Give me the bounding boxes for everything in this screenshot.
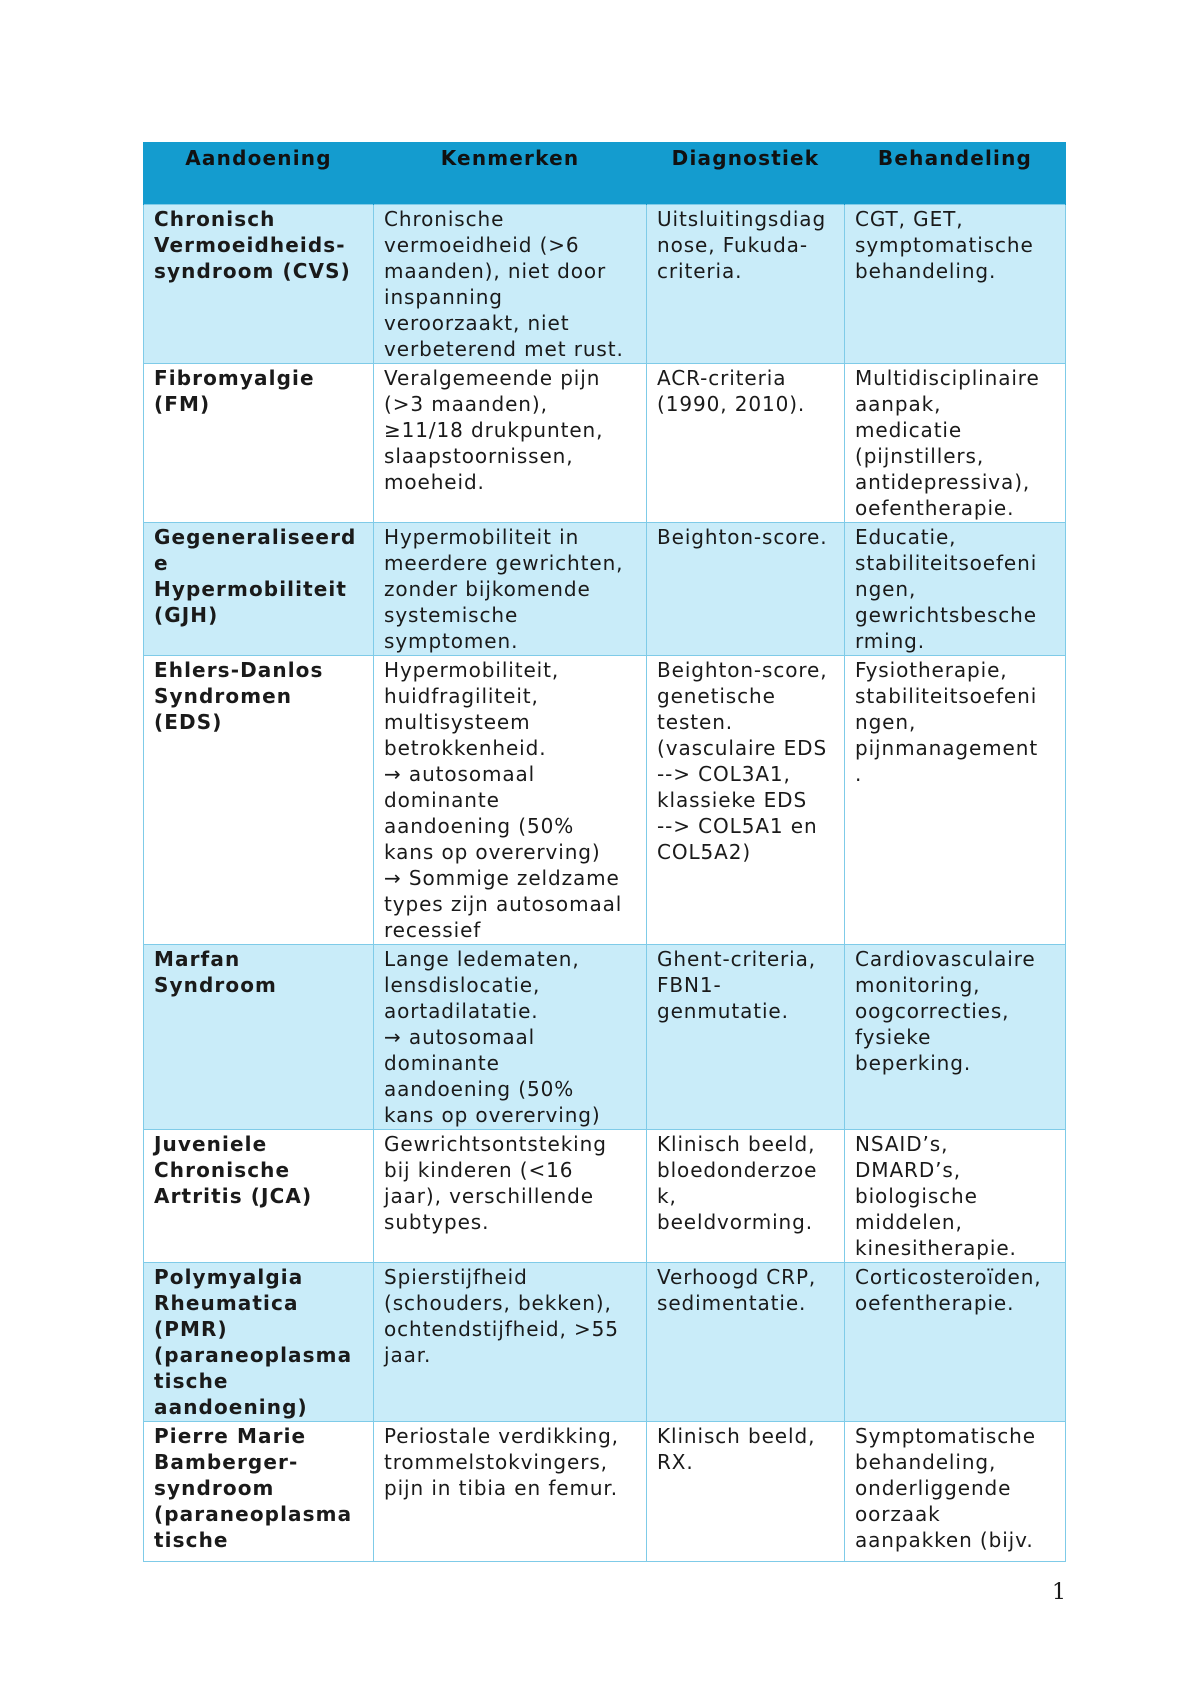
cell-text-line: Cardiovasculaire [855, 947, 1036, 971]
cell-text-line: meerdere gewrichten, [384, 551, 624, 575]
cell-text-line: Ghent-criteria, [657, 947, 817, 971]
cell-text-line: Pierre Marie [154, 1424, 307, 1448]
condition-cell [144, 364, 374, 523]
cell-text-line: Verhoogd CRP, [657, 1265, 817, 1289]
cell-text-line: behandeling. [855, 259, 997, 283]
cell-text-line: Vermoeidheids- [154, 233, 346, 257]
cell-text-line: Artritis (JCA) [154, 1184, 313, 1208]
cell-text-line: ≥11/18 drukpunten, [384, 418, 604, 442]
cell-text-line: symptomatische [855, 233, 1034, 257]
condition-cell [144, 656, 374, 945]
cell-text-line: nose, Fukuda- [657, 233, 808, 257]
condition-cell [144, 1263, 374, 1422]
cell-text-line: ACR-criteria [657, 366, 787, 390]
cell-text-line: Spierstijfheid [384, 1265, 528, 1289]
cell-text-line: → Sommige zeldzame [384, 866, 620, 890]
diagnostics-cell [647, 656, 845, 945]
diagnostics-cell [647, 1263, 845, 1422]
cell-text-line: pijnmanagement [855, 736, 1039, 760]
cell-text-line: Veralgemeende pijn [384, 366, 601, 390]
cell-text-line: aanpak, [855, 392, 942, 416]
cell-text-line: trommelstokvingers, [384, 1450, 608, 1474]
diagnostics-cell [647, 205, 845, 364]
cell-text-line: vermoeidheid (>6 [384, 233, 580, 257]
cell-text-line: Syndroom [154, 973, 277, 997]
cell-text-line: systemische [384, 603, 519, 627]
cell-text-line: sedimentatie. [657, 1291, 807, 1315]
diagnostics-cell [647, 364, 845, 523]
cell-text-line: ngen, [855, 577, 917, 601]
cell-text-line: stabiliteitsoefeni [855, 551, 1038, 575]
cell-text-line: genetische [657, 684, 776, 708]
cell-text-line: types zijn autosomaal [384, 892, 623, 916]
cell-text-line: syndroom [154, 1476, 275, 1500]
cell-text-line: Klinisch beeld, [657, 1132, 816, 1156]
cell-text-line: Syndromen [154, 684, 293, 708]
diagnostics-cell [647, 523, 845, 656]
cell-text-line: rming. [855, 629, 926, 653]
cell-text-line: verbeterend met rust. [384, 337, 624, 361]
cell-text-line: Fibromyalgie [154, 366, 315, 390]
cell-text-line: (1990, 2010). [657, 392, 806, 416]
cell-text-line: → autosomaal [384, 762, 536, 786]
cell-text-line: Chronisch [154, 207, 276, 231]
cell-text-line: Gegeneraliseerd [154, 525, 357, 549]
cell-text-line: Multidisciplinaire [855, 366, 1040, 390]
cell-text-line: Chronische [384, 207, 505, 231]
condition-cell [144, 945, 374, 1130]
cell-text-line: DMARD’s, [855, 1158, 961, 1182]
table-row [144, 364, 1066, 523]
cell-text-line: e [154, 551, 169, 575]
features-cell [374, 205, 647, 364]
cell-text-line: Lange ledematen, [384, 947, 580, 971]
cell-text-line: (EDS) [154, 710, 223, 734]
cell-text-line: recessief [384, 918, 482, 942]
header-behandeling: Behandeling [845, 143, 1066, 205]
cell-text-line: k, [657, 1184, 677, 1208]
treatment-cell [845, 1422, 1066, 1562]
cell-text-line: oefentherapie. [855, 1291, 1015, 1315]
cell-text-line: lensdislocatie, [384, 973, 541, 997]
cell-text-line: fysieke [855, 1025, 932, 1049]
cell-text-line: biologische [855, 1184, 978, 1208]
cell-text-line: jaar. [384, 1343, 432, 1367]
cell-text-line: Beighton-score, [657, 658, 828, 682]
cell-text-line: tische [154, 1369, 229, 1393]
cell-text-line: veroorzaakt, niet [384, 311, 570, 335]
cell-text-line: Rheumatica [154, 1291, 299, 1315]
cell-text-line: stabiliteitsoefeni [855, 684, 1038, 708]
cell-text-line: beperking. [855, 1051, 972, 1075]
cell-text-line: kans op overerving) [384, 1103, 601, 1127]
cell-text-line: aortadilatatie. [384, 999, 539, 1023]
cell-text-line: middelen, [855, 1210, 963, 1234]
cell-text-line: (FM) [154, 392, 211, 416]
table-row [144, 523, 1066, 656]
cell-text-line: tische [154, 1528, 229, 1552]
cell-text-line: criteria. [657, 259, 743, 283]
cell-text-line: aanpakken (bijv. [855, 1528, 1034, 1552]
cell-text-line: --> COL5A1 en [657, 814, 818, 838]
cell-text-line: → autosomaal [384, 1025, 536, 1049]
cell-text-line: bloedonderzoe [657, 1158, 818, 1182]
cell-text-line: klassieke EDS [657, 788, 808, 812]
table-row [144, 656, 1066, 945]
cell-text-line: RX. [657, 1450, 694, 1474]
cell-text-line: slaapstoornissen, [384, 444, 574, 468]
condition-cell [144, 1130, 374, 1263]
cell-text-line: (paraneoplasma [154, 1502, 353, 1526]
table-row [144, 1422, 1066, 1562]
cell-text-line: moeheid. [384, 470, 485, 494]
treatment-cell [845, 364, 1066, 523]
cell-text-line: (GJH) [154, 603, 219, 627]
cell-text-line: testen. [657, 710, 734, 734]
cell-text-line: medicatie [855, 418, 963, 442]
header-diagnostiek: Diagnostiek [647, 143, 845, 205]
cell-text-line: Gewrichtsontsteking [384, 1132, 607, 1156]
cell-text-line: maanden), niet door [384, 259, 607, 283]
cell-text-line: kinesitherapie. [855, 1236, 1017, 1260]
treatment-cell [845, 523, 1066, 656]
table-body [144, 205, 1066, 1562]
features-cell [374, 656, 647, 945]
cell-text-line: betrokkenheid. [384, 736, 547, 760]
cell-text-line: Bamberger- [154, 1450, 299, 1474]
cell-text-line: onderliggende [855, 1476, 1012, 1500]
cell-text-line: Hypermobiliteit, [384, 658, 560, 682]
cell-text-line: genmutatie. [657, 999, 789, 1023]
cell-text-line: Hypermobiliteit in [384, 525, 580, 549]
cell-text-line: oefentherapie. [855, 496, 1015, 520]
condition-cell [144, 205, 374, 364]
cell-text-line: oorzaak [855, 1502, 941, 1526]
features-cell [374, 1130, 647, 1263]
cell-text-line: gewrichtsbesche [855, 603, 1037, 627]
cell-text-line: dominante [384, 788, 500, 812]
cell-text-line: ochtendstijfheid, >55 [384, 1317, 619, 1341]
cell-text-line: symptomen. [384, 629, 519, 653]
treatment-cell [845, 945, 1066, 1130]
cell-text-line: (>3 maanden), [384, 392, 548, 416]
cell-text-line: aandoening (50% [384, 1077, 575, 1101]
condition-cell [144, 523, 374, 656]
table-row [144, 205, 1066, 364]
cell-text-line: Educatie, [855, 525, 957, 549]
table-row [144, 1130, 1066, 1263]
condition-cell [144, 1422, 374, 1562]
cell-text-line: dominante [384, 1051, 500, 1075]
cell-text-line: CGT, GET, [855, 207, 964, 231]
cell-text-line: huidfragiliteit, [384, 684, 539, 708]
table-row [144, 945, 1066, 1130]
features-cell [374, 1263, 647, 1422]
cell-text-line: Marfan [154, 947, 241, 971]
cell-text-line: Corticosteroïden, [855, 1265, 1042, 1289]
treatment-cell [845, 1130, 1066, 1263]
cell-text-line: antidepressiva), [855, 470, 1031, 494]
cell-text-line: --> COL3A1, [657, 762, 791, 786]
cell-text-line: Periostale verdikking, [384, 1424, 619, 1448]
diagnostics-cell [647, 945, 845, 1130]
treatment-cell [845, 1263, 1066, 1422]
cell-text-line: COL5A2) [657, 840, 752, 864]
features-cell [374, 364, 647, 523]
cell-text-line: . [855, 762, 863, 786]
cell-text-line: (PMR) [154, 1317, 228, 1341]
cell-text-line: beeldvorming. [657, 1210, 813, 1234]
page-number: 1 [1052, 1580, 1066, 1605]
cell-text-line: Hypermobiliteit [154, 577, 348, 601]
cell-text-line: oogcorrecties, [855, 999, 1010, 1023]
cell-text-line: aandoening (50% [384, 814, 575, 838]
cell-text-line: (paraneoplasma [154, 1343, 353, 1367]
cell-text-line: jaar), verschillende [384, 1184, 594, 1208]
cell-text-line: pijn in tibia en femur. [384, 1476, 618, 1500]
cell-text-line: Klinisch beeld, [657, 1424, 816, 1448]
diagnostics-cell [647, 1130, 845, 1263]
diagnostics-cell [647, 1422, 845, 1562]
features-cell [374, 523, 647, 656]
cell-text-line: aandoening) [154, 1395, 308, 1419]
table-header-row [144, 143, 1066, 205]
header-kenmerken: Kenmerken [374, 143, 647, 205]
features-cell [374, 945, 647, 1130]
cell-text-line: bij kinderen (<16 [384, 1158, 574, 1182]
cell-text-line: (pijnstillers, [855, 444, 985, 468]
features-cell [374, 1422, 647, 1562]
cell-text-line: behandeling, [855, 1450, 997, 1474]
conditions-table [143, 142, 1066, 1562]
cell-text-line: Ehlers-Danlos [154, 658, 324, 682]
cell-text-line: inspanning [384, 285, 503, 309]
cell-text-line: ngen, [855, 710, 917, 734]
cell-text-line: Juveniele [154, 1132, 268, 1156]
treatment-cell [845, 205, 1066, 364]
cell-text-line: subtypes. [384, 1210, 490, 1234]
treatment-cell [845, 656, 1066, 945]
cell-text-line: Beighton-score. [657, 525, 828, 549]
cell-text-line: (vasculaire EDS [657, 736, 828, 760]
cell-text-line: Uitsluitingsdiag [657, 207, 827, 231]
cell-text-line: multisysteem [384, 710, 531, 734]
cell-text-line: kans op overerving) [384, 840, 601, 864]
cell-text-line: FBN1- [657, 973, 722, 997]
cell-text-line: syndroom (CVS) [154, 259, 351, 283]
cell-text-line: (schouders, bekken), [384, 1291, 612, 1315]
cell-text-line: monitoring, [855, 973, 981, 997]
cell-text-line: zonder bijkomende [384, 577, 591, 601]
cell-text-line: Fysiotherapie, [855, 658, 1008, 682]
cell-text-line: Symptomatische [855, 1424, 1036, 1448]
cell-text-line: Chronische [154, 1158, 291, 1182]
cell-text-line: NSAID’s, [855, 1132, 949, 1156]
cell-text-line: Polymyalgia [154, 1265, 304, 1289]
table-row [144, 1263, 1066, 1422]
header-aandoening: Aandoening [144, 143, 374, 205]
